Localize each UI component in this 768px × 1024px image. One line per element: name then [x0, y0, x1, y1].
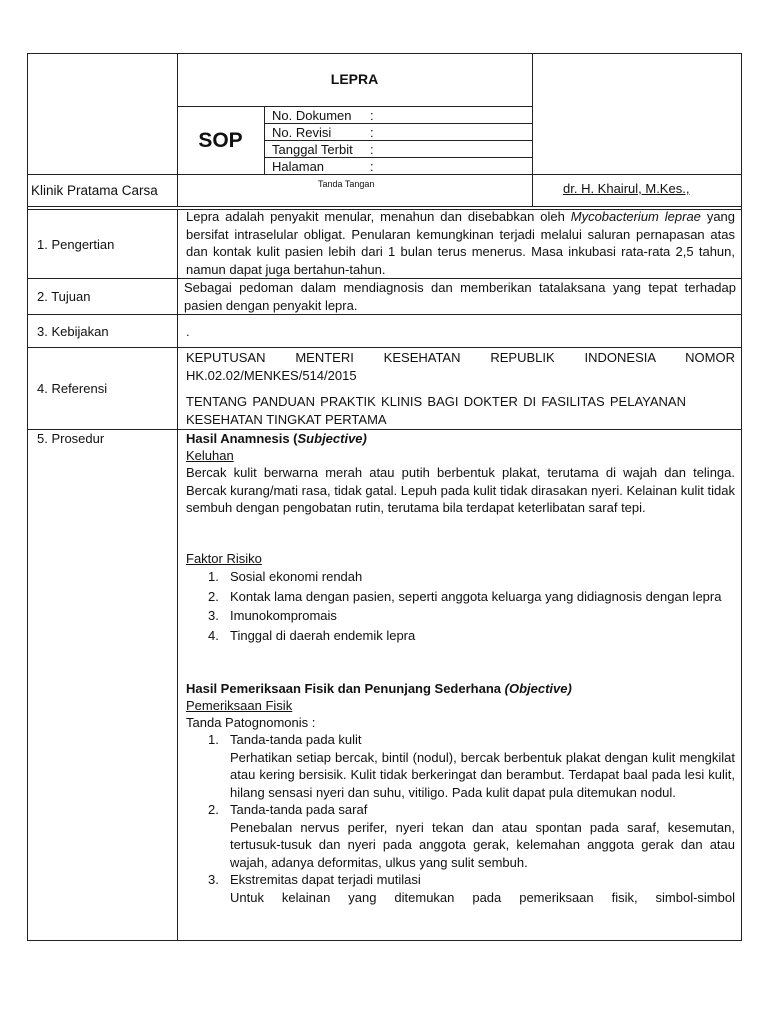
list-item: 4. Tinggal di daerah endemik lepra	[208, 627, 416, 643]
list-item: 1. Tanda-tanda pada kulit Perhatikan setiap bercak, bintil (nodul), bercak berbentuk plakat dengan kulit mengkilat atau kering bersisik. Kulit tidak berkeringat dan berambut. Terdapat baal pada lesi kulit, hilang sensasi nyeri dan suhu, vitiligo. Pada kulit dapat pula ditemukan nodul.	[208, 732, 735, 800]
tanda-patognomonis-title: Tanda Patognomonis :	[186, 715, 316, 730]
section-label-prosedur: 5. Prosedur	[37, 431, 105, 446]
tujuan-text: Sebagai pedoman dalam mendiagnosis dan memberikan tatalaksana yang tepat terhadap pasien dengan penyakit lepra.	[184, 280, 736, 313]
faktor-risiko-list	[186, 568, 735, 644]
list-item: 3. Ekstremitas dapat terjadi mutilasi Untuk kelainan yang ditemukan pada pemeriksaan fisik, simbol-simbol	[208, 872, 735, 905]
section-label-tujuan: 2. Tujuan	[37, 289, 91, 304]
referensi-line-2: TENTANG PANDUAN PRAKTIK KLINIS BAGI DOKTER DI FASILITAS PELAYANAN KESEHATAN TINGKAT PERTAMA	[186, 394, 686, 427]
anamnesis-heading: Hasil Anamnesis (Subjective)	[186, 431, 367, 446]
doc-field-label: Halaman	[272, 159, 325, 174]
list-item: 2. Kontak lama dengan pasien, seperti anggota keluarga yang didiagnosis dengan lepra	[208, 588, 722, 604]
signature-label: Tanda Tangan	[318, 179, 375, 189]
sop-label: SOP	[198, 129, 243, 152]
section-label-pengertian: 1. Pengertian	[37, 237, 115, 252]
doc-field-value: :	[370, 159, 374, 174]
clinic-name: Klinik Pratama Carsa	[31, 183, 158, 198]
document-title: LEPRA	[330, 71, 379, 87]
doctor-name: dr. H. Khairul, M.Kes.,	[563, 181, 690, 196]
section-label-kebijakan: 3. Kebijakan	[37, 324, 109, 339]
section-label-referensi: 4. Referensi	[37, 381, 108, 396]
pemeriksaan-fisik-title: Pemeriksaan Fisik	[186, 698, 293, 713]
list-item: 1. Sosial ekonomi rendah	[208, 569, 363, 584]
keluhan-title: Keluhan	[186, 448, 234, 463]
kebijakan-text: .	[186, 324, 190, 339]
objective-heading: Hasil Pemeriksaan Fisik dan Penunjang Sederhana (Objective)	[186, 681, 572, 696]
doc-field-label: No. Revisi	[272, 125, 332, 140]
list-item: 3. Imunokompromais	[208, 608, 337, 623]
referensi-line-1: KEPUTUSAN MENTERI KESEHATAN REPUBLIK INDONESIA NOMOR HK.02.02/MENKES/514/2015	[186, 350, 735, 383]
doc-field-value: :	[370, 108, 374, 123]
doc-field-value: :	[370, 142, 374, 157]
tanda-list	[186, 731, 735, 906]
list-item: 2. Tanda-tanda pada saraf Penebalan nervus perifer, nyeri tekan dan atau spontan pada saraf, kesemutan, tertusuk-tusuk dan nyeri pada anggota gerak, kelemahan anggota gerak dan atau wajah, adanya deformitas, ulkus yang sulit sembuh.	[208, 802, 735, 870]
pengertian-text: Lepra adalah penyakit menular, menahun dan disebabkan oleh Mycobacterium leprae yang bersifat intraselular obligat. Penularan kemungkinan terjadi melalui saluran pernapasan atas dan kontak kulit pasien lebih dari 1 bulan terus menerus. Masa inkubasi rata-rata 2,5 tahun, namun dapat juga bertahun-tahun.	[186, 209, 736, 277]
doc-field-label: Tanggal Terbit	[272, 142, 353, 157]
keluhan-text: Bercak kulit berwarna merah atau putih berbentuk plakat, terutama di wajah dan telinga. Bercak kurang/mati rasa, tidak gatal. Lepuh pada kulit tidak dirasakan nyeri. Kelainan kulit tidak sembuh dengan pengobatan rutin, terutama bila terdapat keterlibatan saraf tepi.	[186, 465, 735, 515]
faktor-risiko-title: Faktor Risiko	[186, 551, 262, 566]
doc-field-label: No. Dokumen	[272, 108, 352, 123]
doc-field-value: :	[370, 125, 374, 140]
